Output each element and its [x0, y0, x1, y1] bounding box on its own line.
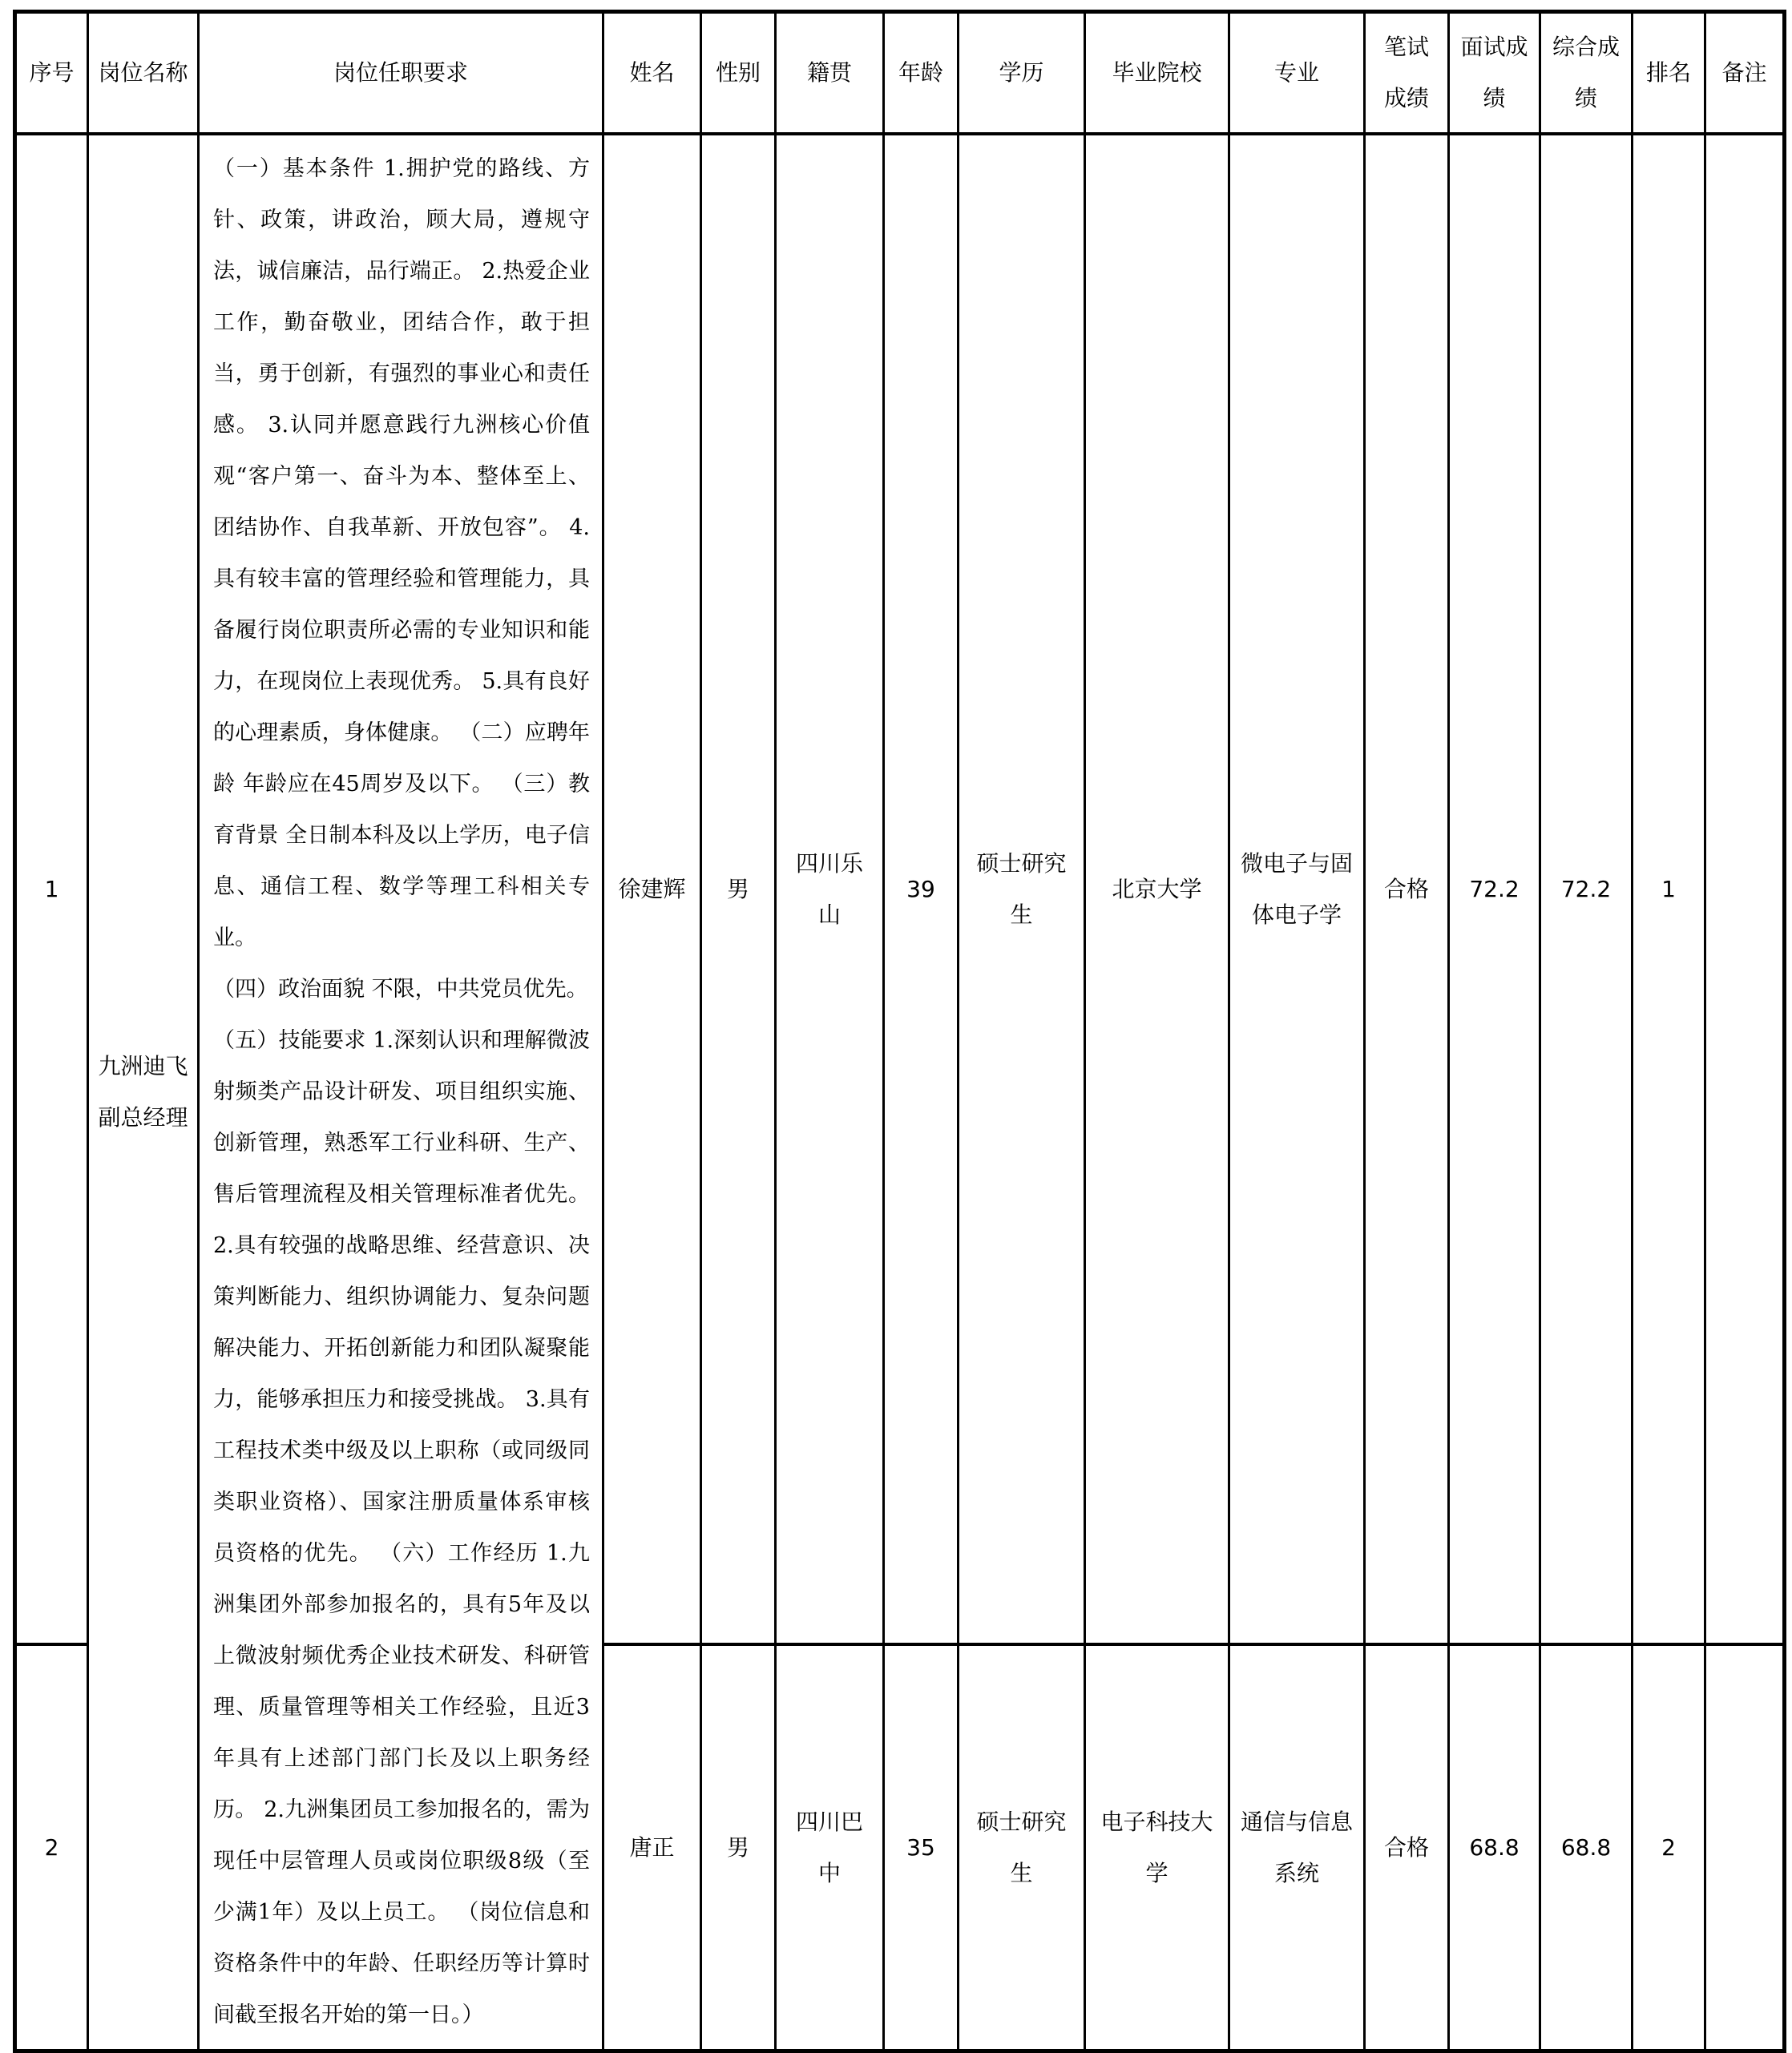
cell-interview-score: 72.2 [1449, 134, 1540, 1644]
header-rank: 排名 [1633, 12, 1705, 135]
cell-remark [1705, 134, 1785, 1644]
cell-overall-score: 72.2 [1540, 134, 1633, 1644]
table-row [15, 134, 1785, 1644]
cell-written-score: 合格 [1365, 134, 1449, 1644]
header-gender: 性别 [701, 12, 776, 135]
header-written-score: 笔试成绩 [1365, 12, 1449, 135]
requirements-paragraph: （四）政治面貌 不限，中共党员优先。 [213, 977, 588, 1002]
header-name: 姓名 [603, 12, 701, 135]
requirements-paragraph: （五）技能要求 1.深刻认识和理解微波射频类产品设计研发、项目组织实施、创新管理，熟悉军工行业科研、生产、售后管理流程及相关管理标准者优先。 2.具有较强的战略思维、经营意识、决策判断能力、组织协调能力、复杂问题解决能力、开拓创新能力和团队凝聚能力，能够承担压力和接受挑战。 3.具有工程技术类中级及以上职称（或同级同类职业资格）、国家注册质量体系审核员资格的优先。 （六）工作经历 1.九洲集团外部参加报名的，具有5年及以上微波射频优秀企业技术研发、科研管理、质量管理等相关工作经验，且近3年具有上述部门部门长及以上职务经历。 2.九洲集团员工参加报名的，需为现任中层管理人员或岗位职级8级（至少满1年）及以上员工。 （岗位信息和资格条件中的年龄、任职经历等计算时间截至报名开始的第一日。） [213, 1028, 590, 2027]
header-interview-score: 面试成绩 [1449, 12, 1540, 135]
cell-written-score: 合格 [1365, 1644, 1449, 2051]
header-position: 岗位名称 [88, 12, 199, 135]
cell-native-place: 四川乐山 [776, 134, 884, 1644]
header-major: 专业 [1229, 12, 1365, 135]
cell-age: 39 [884, 134, 959, 1644]
cell-name: 唐正 [603, 1644, 701, 2051]
cell-major: 微电子与固体电子学 [1229, 134, 1365, 1644]
header-education: 学历 [959, 12, 1085, 135]
header-age: 年龄 [884, 12, 959, 135]
cell-age: 35 [884, 1644, 959, 2051]
header-overall-score: 综合成绩 [1540, 12, 1633, 135]
cell-gender: 男 [701, 134, 776, 1644]
cell-no: 2 [15, 1644, 88, 2051]
header-requirements: 岗位任职要求 [199, 12, 603, 135]
cell-remark [1705, 1644, 1785, 2051]
cell-gender: 男 [701, 1644, 776, 2051]
header-remark: 备注 [1705, 12, 1785, 135]
recruitment-results-table [13, 10, 1786, 2053]
cell-education: 硕士研究生 [959, 134, 1085, 1644]
header-no: 序号 [15, 12, 88, 135]
cell-requirements [199, 134, 603, 2051]
cell-school: 北京大学 [1085, 134, 1229, 1644]
cell-overall-score: 68.8 [1540, 1644, 1633, 2051]
cell-no: 1 [15, 134, 88, 1644]
cell-school: 电子科技大学 [1085, 1644, 1229, 2051]
cell-major: 通信与信息系统 [1229, 1644, 1365, 2051]
header-native-place: 籍贯 [776, 12, 884, 135]
cell-rank: 2 [1633, 1644, 1705, 2051]
header-row [15, 12, 1785, 135]
cell-native-place: 四川巴中 [776, 1644, 884, 2051]
cell-interview-score: 68.8 [1449, 1644, 1540, 2051]
cell-position-name: 九洲迪飞副总经理 [88, 134, 199, 2051]
header-school: 毕业院校 [1085, 12, 1229, 135]
cell-rank: 1 [1633, 134, 1705, 1644]
cell-education: 硕士研究生 [959, 1644, 1085, 2051]
requirements-paragraph: （一）基本条件 1.拥护党的路线、方针、政策，讲政治，顾大局，遵规守法，诚信廉洁，品行端正。 2.热爱企业工作，勤奋敬业，团结合作，敢于担当，勇于创新，有强烈的事业心和责任感。 3.认同并愿意践行九洲核心价值观“客户第一、奋斗为本、整体至上、团结协作、自我革新、开放包容”。 4.具有较丰富的管理经验和管理能力，具备履行岗位职责所必需的专业知识和能力，在现岗位上表现优秀。 5.具有良好的心理素质，身体健康。 （二）应聘年龄 年龄应在45周岁及以下。 （三）教育背景 全日制本科及以上学历，电子信息、通信工程、数学等理工科相关专业。 [213, 156, 590, 950]
cell-name: 徐建辉 [603, 134, 701, 1644]
